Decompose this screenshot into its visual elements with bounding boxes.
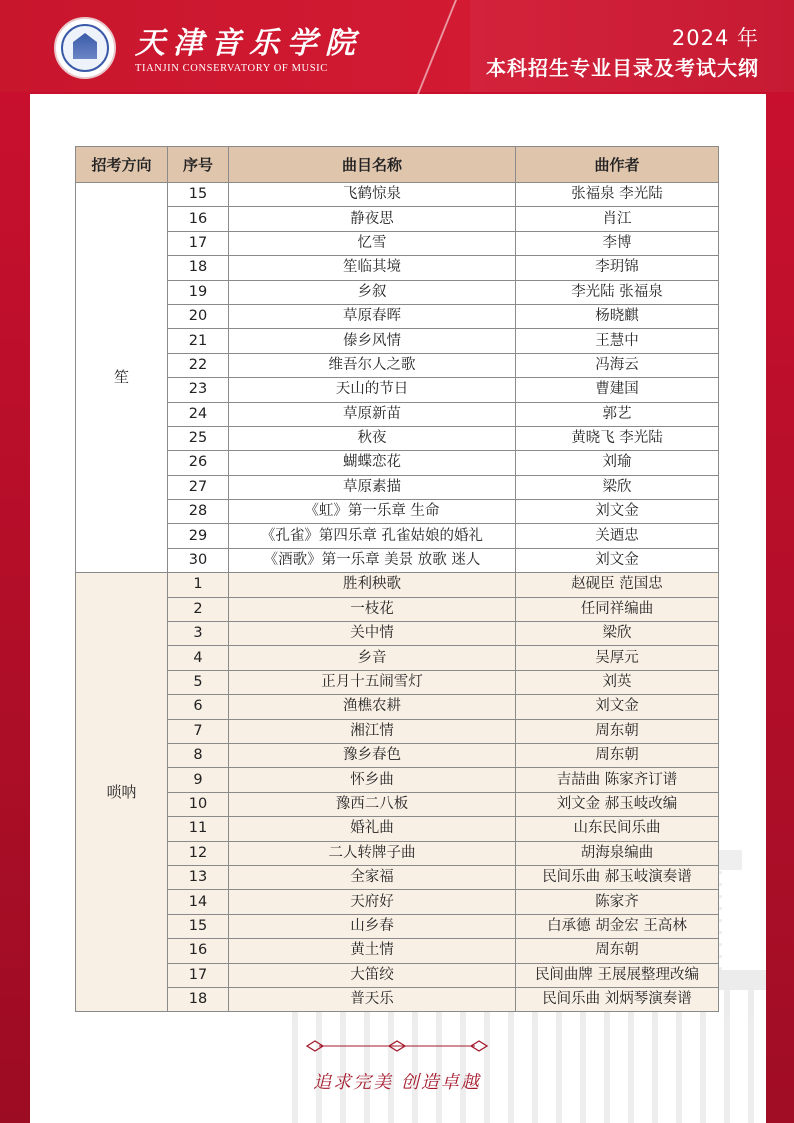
- composer-cell: 周东朝: [516, 939, 719, 963]
- number-cell: 18: [168, 256, 229, 280]
- composer-cell: 王慧中: [516, 329, 719, 353]
- title-cell: 正月十五闹雪灯: [229, 670, 516, 694]
- table-row: [76, 719, 719, 743]
- title-cell: 飞鹤惊泉: [229, 183, 516, 207]
- composer-cell: 李玥锦: [516, 256, 719, 280]
- number-cell: 29: [168, 524, 229, 548]
- composer-cell: 关迺忠: [516, 524, 719, 548]
- catalog-year: 2024 年: [671, 26, 759, 50]
- table-row: [76, 207, 719, 231]
- title-cell: 渔樵农耕: [229, 695, 516, 719]
- table-row: [76, 865, 719, 889]
- number-cell: 26: [168, 451, 229, 475]
- composer-cell: 刘英: [516, 670, 719, 694]
- table-row: [76, 183, 719, 207]
- title-cell: 《孔雀》第四乐章 孔雀姑娘的婚礼: [229, 524, 516, 548]
- table-row: [76, 890, 719, 914]
- composer-cell: 张福泉 李光陆: [516, 183, 719, 207]
- group-sheng: [76, 183, 719, 573]
- table-row: [76, 304, 719, 328]
- number-cell: 14: [168, 890, 229, 914]
- number-cell: 23: [168, 378, 229, 402]
- table-row: [76, 256, 719, 280]
- number-cell: 16: [168, 207, 229, 231]
- number-cell: 21: [168, 329, 229, 353]
- title-cell: 笙临其境: [229, 256, 516, 280]
- number-cell: 3: [168, 622, 229, 646]
- left-border-band: [0, 92, 30, 1123]
- title-cell: 豫西二八板: [229, 792, 516, 816]
- title-cell: 草原素描: [229, 475, 516, 499]
- table-row: [76, 670, 719, 694]
- table-row: [76, 622, 719, 646]
- title-cell: 山乡春: [229, 914, 516, 938]
- title-cell: 乡叙: [229, 280, 516, 304]
- group-suona: [76, 573, 719, 1012]
- direction-cell: 唢呐: [76, 573, 168, 1012]
- composer-cell: 胡海泉编曲: [516, 841, 719, 865]
- composer-cell: 刘瑜: [516, 451, 719, 475]
- composer-cell: 吉喆曲 陈家齐订谱: [516, 768, 719, 792]
- title-cell: 普天乐: [229, 987, 516, 1011]
- composer-cell: 肖江: [516, 207, 719, 231]
- title-cell: 秋夜: [229, 426, 516, 450]
- footer-slogan: 追求完美 创造卓越: [313, 1072, 481, 1093]
- title-cell: 大笛绞: [229, 963, 516, 987]
- number-cell: 27: [168, 475, 229, 499]
- number-cell: 20: [168, 304, 229, 328]
- header-composer: 曲作者: [516, 147, 719, 183]
- header-number: 序号: [168, 147, 229, 183]
- composer-cell: 白承德 胡金宏 王高林: [516, 914, 719, 938]
- composer-cell: 赵砚臣 范国忠: [516, 573, 719, 597]
- number-cell: 13: [168, 865, 229, 889]
- direction-cell: 笙: [76, 183, 168, 573]
- table-row: [76, 353, 719, 377]
- table-row: [76, 231, 719, 255]
- catalog-subtitle: 本科招生专业目录及考试大纲: [486, 56, 759, 80]
- composer-cell: 周东朝: [516, 743, 719, 767]
- composer-cell: 周东朝: [516, 719, 719, 743]
- number-cell: 18: [168, 987, 229, 1011]
- title-cell: 胜利秧歌: [229, 573, 516, 597]
- table-row: [76, 792, 719, 816]
- number-cell: 28: [168, 500, 229, 524]
- table-row: [76, 524, 719, 548]
- composer-cell: 吴厚元: [516, 646, 719, 670]
- table-row: [76, 695, 719, 719]
- number-cell: 2: [168, 597, 229, 621]
- title-cell: 忆雪: [229, 231, 516, 255]
- composer-cell: 刘文金: [516, 695, 719, 719]
- number-cell: 10: [168, 792, 229, 816]
- table-row: [76, 426, 719, 450]
- header-title: 曲目名称: [229, 147, 516, 183]
- table-row: [76, 597, 719, 621]
- title-cell: 草原春晖: [229, 304, 516, 328]
- number-cell: 22: [168, 353, 229, 377]
- number-cell: 9: [168, 768, 229, 792]
- table-row: [76, 475, 719, 499]
- table-row: [76, 451, 719, 475]
- table-row: [76, 329, 719, 353]
- title-cell: 傣乡风情: [229, 329, 516, 353]
- title-cell: 婚礼曲: [229, 817, 516, 841]
- number-cell: 12: [168, 841, 229, 865]
- table-row: [76, 768, 719, 792]
- number-cell: 19: [168, 280, 229, 304]
- number-cell: 25: [168, 426, 229, 450]
- title-cell: 蝴蝶恋花: [229, 451, 516, 475]
- title-cell: 一枝花: [229, 597, 516, 621]
- composer-cell: 民间曲牌 王展展整理改编: [516, 963, 719, 987]
- number-cell: 15: [168, 183, 229, 207]
- school-logo-icon: [54, 17, 116, 79]
- table-header-row: [76, 147, 719, 183]
- table-row: [76, 841, 719, 865]
- composer-cell: 李光陆 张福泉: [516, 280, 719, 304]
- composer-cell: 李博: [516, 231, 719, 255]
- table-row: [76, 378, 719, 402]
- number-cell: 1: [168, 573, 229, 597]
- number-cell: 7: [168, 719, 229, 743]
- title-cell: 静夜思: [229, 207, 516, 231]
- composer-cell: 刘文金 郝玉岐改编: [516, 792, 719, 816]
- number-cell: 11: [168, 817, 229, 841]
- table-row: [76, 963, 719, 987]
- number-cell: 30: [168, 548, 229, 572]
- right-border-band: [766, 92, 794, 1123]
- composer-cell: 郭艺: [516, 402, 719, 426]
- composer-cell: 梁欣: [516, 475, 719, 499]
- title-cell: 豫乡春色: [229, 743, 516, 767]
- number-cell: 15: [168, 914, 229, 938]
- header-banner: [0, 0, 794, 92]
- ornament-divider-icon: [305, 1038, 489, 1054]
- composer-cell: 梁欣: [516, 622, 719, 646]
- composer-cell: 黄晓飞 李光陆: [516, 426, 719, 450]
- composer-cell: 冯海云: [516, 353, 719, 377]
- title-cell: 全家福: [229, 865, 516, 889]
- table-row: [76, 646, 719, 670]
- title-cell: 《酒歌》第一乐章 美景 放歌 迷人: [229, 548, 516, 572]
- number-cell: 8: [168, 743, 229, 767]
- composer-cell: 民间乐曲 刘炳琴演奏谱: [516, 987, 719, 1011]
- table-row: [76, 817, 719, 841]
- number-cell: 16: [168, 939, 229, 963]
- title-cell: 关中情: [229, 622, 516, 646]
- composer-cell: 陈家齐: [516, 890, 719, 914]
- title-cell: 乡音: [229, 646, 516, 670]
- title-cell: 二人转牌子曲: [229, 841, 516, 865]
- table-row: [76, 548, 719, 572]
- title-cell: 天府好: [229, 890, 516, 914]
- title-cell: 草原新苗: [229, 402, 516, 426]
- composer-cell: 山东民间乐曲: [516, 817, 719, 841]
- title-cell: 黄土情: [229, 939, 516, 963]
- composer-cell: 刘文金: [516, 500, 719, 524]
- number-cell: 4: [168, 646, 229, 670]
- number-cell: 17: [168, 231, 229, 255]
- number-cell: 17: [168, 963, 229, 987]
- number-cell: 24: [168, 402, 229, 426]
- title-cell: 《虹》第一乐章 生命: [229, 500, 516, 524]
- table-row: [76, 280, 719, 304]
- composer-cell: 任同祥编曲: [516, 597, 719, 621]
- table-row: [76, 402, 719, 426]
- table-row: [76, 743, 719, 767]
- title-cell: 天山的节日: [229, 378, 516, 402]
- number-cell: 6: [168, 695, 229, 719]
- school-name-en: TIANJIN CONSERVATORY OF MUSIC: [135, 63, 328, 74]
- composer-cell: 民间乐曲 郝玉岐演奏谱: [516, 865, 719, 889]
- number-cell: 5: [168, 670, 229, 694]
- composer-cell: 曹建国: [516, 378, 719, 402]
- composer-cell: 刘文金: [516, 548, 719, 572]
- title-cell: 怀乡曲: [229, 768, 516, 792]
- composer-cell: 杨晓麒: [516, 304, 719, 328]
- table-row: [76, 987, 719, 1011]
- title-cell: 维吾尔人之歌: [229, 353, 516, 377]
- table-row: [76, 500, 719, 524]
- table-row: [76, 939, 719, 963]
- table-row: [76, 914, 719, 938]
- repertoire-table: [75, 146, 719, 1012]
- table-row: [76, 573, 719, 597]
- school-name-cn: 天津音乐学院: [135, 26, 363, 61]
- title-cell: 湘江情: [229, 719, 516, 743]
- header-direction: 招考方向: [76, 147, 168, 183]
